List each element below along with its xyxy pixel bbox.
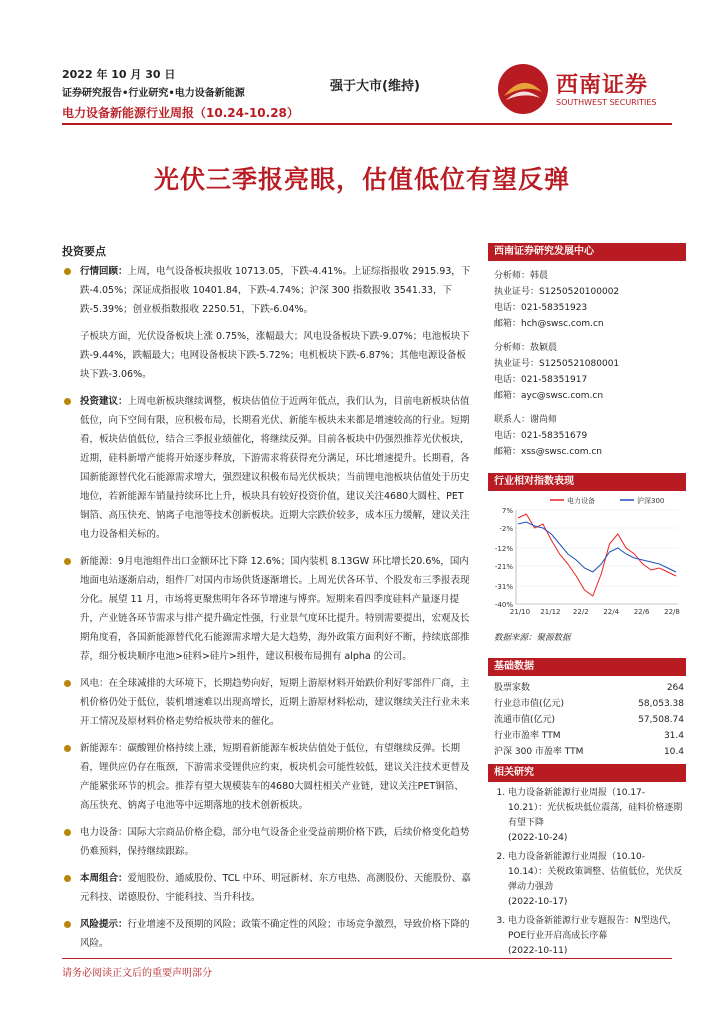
bullet-icon (64, 745, 71, 752)
footer-divider (62, 958, 672, 959)
analyst-1-mail[interactable]: 邮箱：hch@swsc.com.cn (494, 319, 604, 329)
x-tick-label: 21/10 (509, 608, 531, 616)
y-tick-label: -21% (494, 563, 513, 571)
analyst-1-cert: 执业证号：S1250520100002 (494, 287, 620, 297)
x-tick-label: 22/4 (603, 608, 620, 616)
contact-mail[interactable]: 邮箱：xss@swsc.com.cn (494, 447, 602, 457)
bullet-icon (64, 875, 71, 882)
x-tick-label: 21/12 (540, 608, 561, 616)
para-4: 风电：在全球减排的大环境下，长期趋势向好，短期上游原材料开始跌价利好零部件厂商，主机价格仍处于低位，装机增速难以出现高增长，近期上游原材料松动，建议继续关注行业未来开工情况及原材料价格走势给板块带来的催化。 (62, 674, 472, 731)
y-tick-label: -31% (494, 583, 513, 591)
bullet-icon (64, 268, 71, 275)
header-divider (62, 123, 672, 125)
table-row: 股票家数 264 (494, 683, 684, 693)
analyst-2-mail[interactable]: 邮箱：ayc@swsc.com.cn (494, 391, 604, 401)
bullet-icon (64, 558, 71, 565)
y-tick-label: -40% (494, 601, 513, 609)
y-tick-label: 7% (501, 507, 513, 515)
table-row: 流通市值(亿元) 57,508.74 (494, 715, 684, 725)
analyst-2-cert: 执业证号：S1250521080001 (494, 359, 620, 369)
contact-role: 联系人：谢尚师 (494, 415, 558, 425)
legend-label: 沪深300 (637, 497, 665, 505)
chart-source: 数据来源：聚源数据 (494, 633, 571, 643)
para-7: 本周组合：爱旭股份、通威股份、TCL 中环、明冠新材、东方电热、高测股份、天能股份、嘉元科技、诺德股份、宇能科技、当升科技。 (62, 869, 472, 907)
report-date: 2022 年 10 月 30 日 (62, 68, 176, 81)
list-item[interactable]: 2. 电力设备新能源行业周报（10.10-10.14）：关税政策调整、估值低位，光伏反弹动力强劲 (2022-10-17) (508, 850, 684, 910)
index-perf-title: 行业相对指数表现 (488, 473, 686, 491)
para-0: 行情回顾：上周，电气设备板块报收 10713.05，下跌-4.41%。上证综指报收 2915.93，下跌-4.05%；深证成指报收 10401.84，下跌-4.74%；沪深 300 指数报收 3541.33，下跌-5.39%；创业板指数报收 2250.51，下跌-6.04%。 (62, 262, 472, 319)
bullet-icon (64, 398, 71, 405)
list-item[interactable]: 1. 电力设备新能源行业周报（10.17-10.21）：光伏板块低位震荡，硅料价格逐期有望下降 (2022-10-24) (508, 786, 684, 846)
logo-emblem-icon (496, 62, 550, 116)
key-points-title: 投资要点 (62, 245, 106, 258)
para-3: 新能源：9月电池组件出口金额环比下降 12.6%；国内装机 8.13GW 环比增长20.6%，国内地面电站逐渐启动，组件厂对国内市场供货逐渐增长。上周光伏各环节、个股发布三季报表现分化。展望 11 月，市场将更聚焦明年各环节增速与博弈。短期来看四季度硅料产量逐月提升，产业链各环节需求与排产提升确定性强，行业景气度环比提升。特别需要提出，宏观及长期角度看，各国新能源替代化石能源需求增大是大趋势，海外政策方面利好不断，持续底部推荐，细分板块顺序电池>硅料>硅片>组件，建议积极布局拥有 alpha 的公司。 (62, 552, 472, 666)
contact-tel: 电话：021-58351679 (494, 431, 588, 441)
list-item[interactable]: 3. 电力设备新能源行业专题报告：N型迭代，POE行业开启高成长序幕 (2022-10-11) (508, 914, 684, 959)
footer-disclaimer: 请务必阅读正文后的重要声明部分 (62, 968, 212, 979)
research-center-title: 西南证券研究发展中心 (488, 243, 686, 261)
basic-data-table (494, 680, 684, 760)
para-2: 投资建议：上周电新板块继续调整，板块估值位于近两年低点，我们认为，目前电新板块估值低位，向下空间有限，应积极布局，长期看光伏、新能车板块未来都是增速较高的行业。短期看，板块估值低位，结合三季报业绩催化，将继续反弹。目前各板块中仍强烈推荐光伏板块，近期，硅料新增产能将开始逐步释放，下游需求将获得充分满足，环比增速提升。长期看，各国新能源替代化石能源需求增大，强烈建议积极布局光伏板块；当前锂电池板块估值处于历史地位，若新能源车销量持续环比上升，板块具有较好投资价值，建议关注4680大圆柱、PET铜箔、高压快充、钠离子电池等技术创新板块。近期大宗跌价较多，成本压力缓解，建议关注电力设备相关标的。 (62, 392, 472, 544)
para-1: 子板块方面，光伏设备板块上涨 0.75%，涨幅最大；风电设备板块下跌-9.07%；电池板块下跌-9.44%，跌幅最大；电网设备板块下跌-5.72%；电机板块下跌-6.87%；其他电源设备板块下跌-3.06%。 (80, 331, 470, 380)
para-5: 新能源车：碳酸锂价格持续上涨，短期看新能源车板块估值处于低位，有望继续反弹。长期看，锂供应仍存在瓶颈，下游需求受锂供应约束，板块机会可能性较低，建议关注技术更替及产能紧张环节的机会。推荐有望大规模装车的4680大圆柱相关产业链，建议关注PET铜箔、高压快充、钠离子电池等中远期落地的技术创新板块。 (62, 739, 472, 815)
series-line-1 (518, 522, 676, 572)
table-row: 沪深 300 市盈率 TTM 10.4 (494, 747, 684, 757)
series-line-0 (518, 514, 676, 596)
key-points-body (62, 262, 472, 961)
x-tick-label: 22/8 (664, 608, 680, 616)
table-row: 行业市盈率 TTM 31.4 (494, 731, 684, 741)
table-row: 行业总市值(亿元) 58,053.38 (494, 699, 684, 709)
x-tick-label: 22/6 (633, 608, 650, 616)
report-type: 证券研究报告•行业研究•电力设备新能源 (62, 88, 245, 99)
index-chart (488, 492, 686, 622)
para-6: 电力设备：国际大宗商品价格企稳，部分电气设备企业受益前期价格下跌，后续价格变化趋势仍难预料，保持继续跟踪。 (62, 823, 472, 861)
x-tick-label: 22/2 (572, 608, 589, 616)
rating: 强于大市(维持) (330, 79, 420, 94)
company-logo (496, 62, 676, 118)
para-8: 风险提示：行业增速不及预期的风险；政策不确定性的风险；市场竞争激烈，导致价格下降的风险。 (62, 915, 472, 953)
page-title: 光伏三季报亮眼，估值低位有望反弹 (153, 165, 570, 194)
related-research-list (494, 786, 684, 963)
logo-en-text: SOUTHWEST SECURITIES (556, 98, 657, 107)
y-tick-label: -12% (494, 545, 513, 553)
y-tick-label: -2% (499, 525, 513, 533)
analyst-2-role: 分析师：敖颖晨 (494, 343, 558, 353)
analyst-info (494, 268, 684, 460)
related-research-title: 相关研究 (488, 764, 686, 782)
analyst-1-tel: 电话：021-58351923 (494, 303, 588, 313)
bullet-icon (64, 680, 71, 687)
analyst-1-role: 分析师：韩晨 (494, 271, 549, 281)
logo-cn-text: 西南证券 (556, 73, 649, 98)
basic-data-title: 基础数据 (488, 658, 686, 676)
bullet-icon (64, 829, 71, 836)
legend-label: 电力设备 (567, 497, 595, 505)
bullet-icon (64, 921, 71, 928)
report-name: 电力设备新能源行业周报（10.24-10.28） (62, 106, 299, 120)
analyst-2-tel: 电话：021-58351917 (494, 375, 588, 385)
